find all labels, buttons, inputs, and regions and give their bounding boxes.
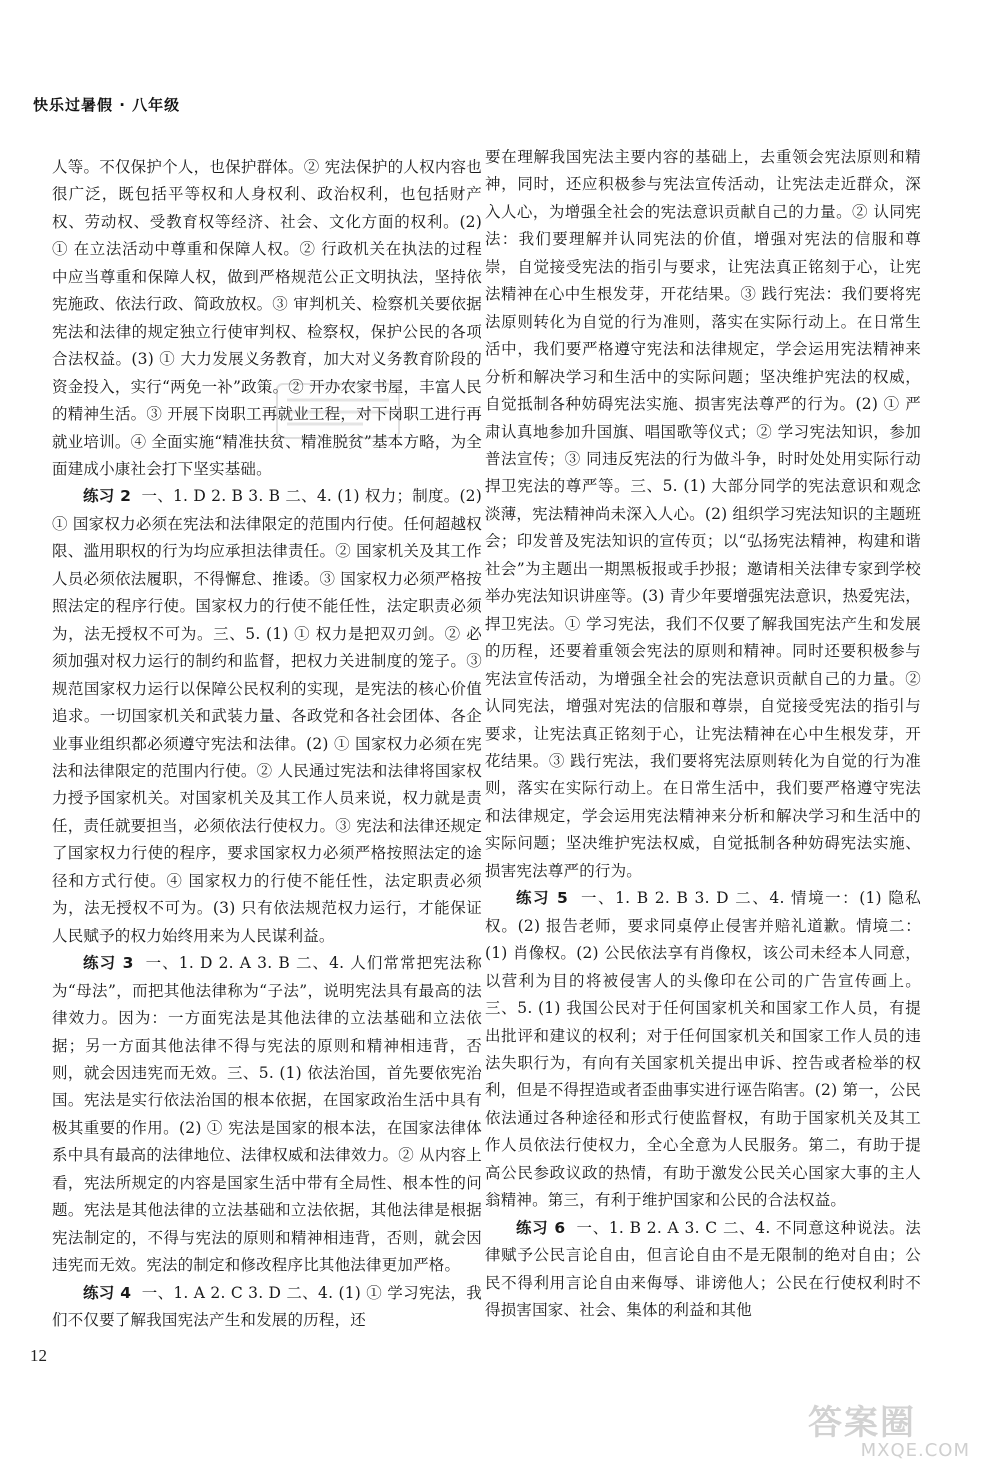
right-column xyxy=(485,144,921,1324)
exercise-2 xyxy=(52,483,482,950)
paragraph-text: 人等。不仅保护个人，也保护群体。② 宪法保护的人权内容也很广泛，既包括平等权和人身权利、政治权利，也包括财产权、劳动权、受教育权等经济、社会、文化方面的权利。(2) ① 在立法活动中尊重和保障人权。② 行政机关在执法的过程中应当尊重和保障人权，做到严格规范公正文明执法，坚持依宪施政、依法行政、简政放权。③ 审判机关、检察机关要依据宪法和法律的规定独立行使审判权、检察权，保护公民的各项合法权益。(3) ① 大力发展义务教育，加大对义务教育阶段的资金投入，实行“两免一补”政策。② 开办农家书屋，丰富人民的精神生活。③ 开展下岗职工再就业工程，对下岗职工进行再就业培训。④ 全面实施“精准扶贫、精准脱贫”基本方略，为全面建成小康社会打下坚实基础。 xyxy=(52,158,482,478)
paragraph-text: 一、1. D 2. B 3. B 二、4. (1) 权力；制度。(2) ① 国家权力必须在宪法和法律限定的范围内行使。任何超越权限、滥用职权的行为均应承担法律责任。② 国家机关及其工作人员必须依法履职，不得懈怠、推诿。③ 国家权力必须严格按照法定的程序行使。国家权力的行使不能任性，法定职责必须为，法无授权不可为。三、5. (1) ① 权力是把双刃剑。② 必须加强对权力运行的制约和监督，把权力关进制度的笼子。③ 规范国家权力运行以保障公民权利的实现，是宪法的核心价值追求。一切国家机关和武装力量、各政党和各社会团体、各企业事业组织都必须遵守宪法和法律。(2) ① 国家权力必须在宪法和法律限定的范围内行使。② 人民通过宪法和法律将国家权力授予国家机关。对国家机关及其工作人员来说，权力就是责任，责任就要担当，必须依法行使权力。③ 宪法和法律还规定了国家权力行使的程序，要求国家权力必须严格按照法定的途径和方式行使。④ 国家权力的行使不能任性，法定职责必须为，法无授权不可为。(3) 只有依法规范权力运行，才能保证人民赋予的权力始终用来为人民谋利益。 xyxy=(52,487,482,945)
watermark-logo-text: 答案圈 xyxy=(808,1403,916,1443)
running-header: 快乐过暑假 · 八年级 xyxy=(33,96,181,114)
exercise-label: 练习 5 xyxy=(516,889,569,908)
paragraph-text: 一、1. A 2. C 3. D 二、4. (1) ① 学习宪法，我们不仅要了解我国宪法产生和发展的历程，还 xyxy=(52,1283,482,1330)
exercise-3 xyxy=(52,950,482,1279)
paragraph-text: 要在理解我国宪法主要内容的基础上，去重领会宪法原则和精神，同时，还应积极参与宪法宣传活动，让宪法走近群众，深入人心，为增强全社会的宪法意识贡献自己的力量。② 认同宪法：我们要理解并认同宪法的价值，增强对宪法的信服和尊崇，自觉接受宪法的指引与要求，让宪法真正铭刻于心，让宪法精神在心中生根发芽，开花结果。③ 践行宪法：我们要将宪法原则转化为自觉的行为准则，落实在实际行动上。在日常生活中，我们要严格遵守宪法和法律规定，学会运用宪法精神来分析和解决学习和生活中的实际问题；坚决维护宪法的权威，自觉抵制各种妨碍宪法实施、损害宪法尊严的行为。(2) ① 严肃认真地参加升国旗、唱国歌等仪式；② 学习宪法知识，参加普法宣传；③ 同违反宪法的行为做斗争，时时处处用实际行动捍卫宪法的尊严等。三、5. (1) 大部分同学的宪法意识和观念淡薄，宪法精神尚未深入人心。(2) 组织学习宪法知识的主题班会；印发普及宪法知识的宣传页；以“弘扬宪法精神，构建和谐社会”为主题出一期黑板报或手抄报；邀请相关法律专家到学校举办宪法知识讲座等。(3) 青少年要增强宪法意识，热爱宪法，捍卫宪法。① 学习宪法，我们不仅要了解我国宪法产生和发展的历程，还要着重领会宪法的原则和精神。同时还要积极参与宪法宣传活动，为增强全社会的宪法意识贡献自己的力量。② 认同宪法，增强对宪法的信服和尊崇，自觉接受宪法的指引与要求，让宪法真正铭刻于心，让宪法精神在心中生根发芽，开花结果。③ 践行宪法，我们要将宪法原则转化为自觉的行为准则，落实在实际行动上。在日常生活中，我们要严格遵守宪法和法律规定，学会运用宪法精神来分析和解决学习和生活中的实际问题；坚决维护宪法权威，自觉抵制各种妨碍宪法实施、损害宪法尊严的行为。 xyxy=(485,148,921,880)
paragraph xyxy=(485,144,921,885)
exercise-label: 练习 3 xyxy=(83,954,134,973)
exercise-label: 练习 6 xyxy=(516,1218,566,1237)
paragraph-text: 一、1. B 2. B 3. D 二、4. 情境一：(1) 隐私权。(2) 报告老师，要求同桌停止侵害并赔礼道歉。情境二：(1) 肖像权。(2) 公民依法享有肖像权，该公司未经本人同意，以营利为目的将被侵害人的头像印在公司的广告宣传画上。三、5. (1) 我国公民对于任何国家机关和国家工作人员，有提出批评和建议的权利；对于任何国家机关和国家工作人员的违法失职行为，有向有关国家机关提出申诉、控告或者检举的权利，但是不得捏造或者歪曲事实进行诬告陷害。(2) 第一，公民依法通过各种途径和形式行使监督权，有助于国家机关及其工作人员依法行使权力，全心全意为人民服务。第二，有助于提高公民参政议政的热情，有助于激发公民关心国家大事的主人翁精神。第三，有利于维护国家和公民的合法权益。 xyxy=(485,889,921,1210)
exercise-label: 练习 4 xyxy=(83,1283,132,1302)
left-column xyxy=(52,154,482,1334)
exercise-label: 练习 2 xyxy=(83,487,132,506)
exercise-6 xyxy=(485,1215,921,1325)
faint-stamp-image xyxy=(273,376,403,446)
paragraph xyxy=(52,154,482,483)
paragraph-text: 一、1. D 2. A 3. B 二、4. 人们常常把宪法称为“母法”，而把其他法律称为“子法”，说明宪法具有最高的法律效力。因为：一方面宪法是其他法律的立法基础和立法依据；另一方面其他法律不得与宪法的原则和精神相违背，否则，就会因违宪而无效。三、5. (1) 依法治国，首先要依宪治国。宪法是实行依法治国的根本依据，在国家政治生活中具有极其重要的作用。(2) ① 宪法是国家的根本法，在国家法律体系中具有最高的法律地位、法律权威和法律效力。② 从内容上看，宪法所规定的内容是国家生活中带有全局性、根本性的问题。宪法是其他法律的立法基础和立法依据，其他法律是根据宪法制定的，不得与宪法的原则和精神相违背，否则，就会因违宪而无效。宪法的制定和修改程序比其他法律更加严格。 xyxy=(52,954,483,1275)
watermark-domain: MXQE.COM xyxy=(860,1440,970,1461)
site-watermark xyxy=(808,1405,978,1467)
exercise-5 xyxy=(485,885,921,1214)
page-number: 12 xyxy=(30,1346,47,1365)
exercise-4 xyxy=(52,1280,482,1335)
paragraph-text: 一、1. B 2. A 3. C 二、4. 不同意这种说法。法律赋予公民言论自由，但言论自由不是无限制的绝对自由；公民不得利用言论自由来侮辱、诽谤他人；公民在行使权利时不得损害国家、社会、集体的利益和其他 xyxy=(485,1218,921,1320)
